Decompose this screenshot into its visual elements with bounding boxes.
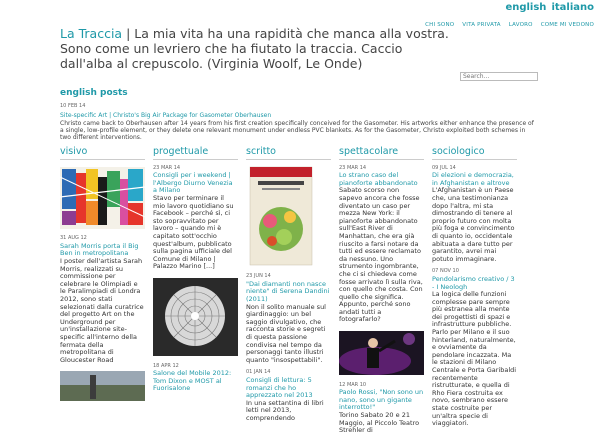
post-date: 10 FEB 14 (60, 103, 86, 109)
post-title-link[interactable]: Salone del Mobile 2012: Tom Dixon e MOST al Fuorisalone (153, 369, 232, 393)
post-date: 23 MAR 14 (153, 164, 181, 171)
column-spettacolare (339, 146, 424, 435)
post-date: 23 MAR 14 (339, 164, 367, 171)
post-title-link[interactable]: Paolo Rossi, "Non sono un nano, sono un gigante interrotto!" (339, 388, 424, 412)
nav-lavoro[interactable]: LAVORO (508, 22, 533, 28)
post-title-link[interactable]: Pendolarismo creativo / 3 - I Neologh (432, 274, 515, 291)
language-switcher (505, 2, 594, 13)
post-date: 07 NOV 10 (432, 268, 459, 275)
post-thumbnail[interactable] (339, 331, 424, 375)
site-header (60, 26, 455, 71)
post-date: 18 APR 12 (153, 362, 179, 369)
post-thumbnail[interactable] (60, 167, 145, 229)
lang-english-link[interactable]: english (505, 2, 547, 13)
post-excerpt: In una settantina di libri letti nel 2013, comprendendo (246, 398, 324, 422)
post-title-link[interactable]: Lo strano caso del pianoforte abbandonato (339, 171, 418, 187)
post-thumbnail[interactable] (153, 278, 238, 356)
post-date: 01 JAN 14 (246, 369, 271, 376)
lang-italiano-link[interactable]: italiano (551, 2, 594, 13)
post-date: 09 JUL 14 (432, 164, 456, 171)
post-title-link[interactable]: Consigli per i weekend | l'Albergo Diurno Venezia a Milano (153, 171, 233, 195)
column-progettuale (153, 148, 238, 400)
column-heading: spettacolare (339, 148, 424, 160)
english-post (60, 103, 538, 141)
post-title-link[interactable]: Site-specific Art | Christo's Big Air Package for Gasometer Oberhausen (60, 112, 272, 119)
post-date: 12 MAR 10 (339, 381, 367, 388)
post-thumbnail[interactable] (60, 371, 145, 401)
post-excerpt: I poster dell'artista Sarah Morris, realizzati su commissione per celebrare le Olimpiadi e le Paralimpiadi di Londra 2012, sono stati selezionati dalla curatrice del progetto Art on the Underground per un'installazione site-specific all'interno della fermata della metropolitana di Gloucester Road (60, 256, 144, 364)
post-excerpt: L'Afghanistan è un Paese che, una testimonianza dopo l'altra, mi sta dimostrando di tenere al proprio futuro con molta più foga e convincimento di quanto io, occidentale abituata a dare tutto per garantito, avrei mai potuto immaginare. (432, 186, 515, 263)
post-thumbnail[interactable] (246, 167, 331, 267)
site-tagline: | La mia vita ha una rapidità che manca alla vostra. Sono come un levriero che ha fiutato la traccia. Caccio dall'alba al crepuscolo. (Virginia Woolf, Le Onde) (60, 26, 449, 71)
nav-chi-sono[interactable]: CHI SONO (425, 22, 455, 28)
post-excerpt: Non il solito manuale sul giardinaggio: un bel saggio divulgativo, che racconta storie e segreti di questa passione condivisa nel tempo da personaggi tanto illustri quanto "insospettabili". (246, 302, 326, 364)
post-excerpt: Sabato scorso non sapevo ancora che fosse diventato un caso per mezza New York: il pianoforte abbandonato sull'East River di Manhattan, che era già riuscito a farsi notare da tutti ed essere reclamato da nessuno. Uno strumento ingombrante, che ci si chiedeva come fosse arrivato lì sulla riva, con quello che costa. Con quello che significa. Appunto, perché sono andati tutti a fotografarlo? (339, 186, 423, 324)
site-title-link[interactable]: La Traccia (60, 26, 123, 41)
post-title-link[interactable]: Di elezioni e democrazia, in Afghanistan e altrove (432, 171, 514, 187)
english-posts-heading: english posts (60, 88, 128, 98)
post-excerpt: Christo came back to Oberhausen after 14 years from his first creation specifically conceived for the Gasometer. His artworks either enhance the presence of a single, low-profile element, or they delete one relevant monument under endless PVC blankets. As for the Gasometer, Christo exploited both schemes in two different interventions. (60, 120, 534, 141)
post-title-link[interactable]: "Dai diamanti non nasce niente" di Serena Dandini (2011) (246, 279, 330, 303)
post-date: 23 JUN 14 (246, 273, 271, 280)
post-excerpt: Stavo per terminare il mio lavoro quotidiano su Facebook – perché sì, ci sto sopravvitato per lavoro – quando mi è capitato sott'occhio quest'album, pubblicato sulla pagina ufficiale del Comune di Milano | Palazzo Marino [...] (153, 193, 234, 271)
nav-come-mi-vedono[interactable]: COME MI VEDONO (540, 22, 594, 28)
column-heading: visivo (60, 148, 145, 160)
post-excerpt: Torino Sabato 20 e 21 Maggio, al Piccolo Teatro Strehler di (339, 411, 420, 435)
post-excerpt: La logica delle funzioni complesse pare sempre più estranea alla mente dei progettisti di spazi e infrastrutture pubbliche. Parlo per Milano e il suo hinterland, naturalmente, e ovviamente da pendolare incazzata. Ma le stazioni di Milano Centrale e Porta Garibaldi recentemente ristrutturate, e quella di Rho Fiera costruita ex novo, sembrano essere state costruite per un'altra specie di viaggiatori. (432, 290, 517, 428)
post-date: 31 AUG 12 (60, 235, 87, 242)
column-heading: progettuale (153, 148, 238, 160)
post-title-link[interactable]: Sarah Morris porta il Big Ben in metropolitana (60, 241, 139, 258)
post-title-link[interactable]: Consigli di lettura: 5 romanzi che ho apprezzato nel 2013 (246, 375, 313, 400)
column-visivo (60, 148, 145, 400)
column-sociologico (432, 146, 517, 428)
search-input[interactable] (460, 72, 538, 81)
nav-vita-privata[interactable]: VITA PRIVATA (462, 22, 501, 28)
column-scritto (246, 146, 331, 422)
column-heading: sociologico (432, 148, 517, 160)
column-heading: scritto (246, 148, 331, 160)
